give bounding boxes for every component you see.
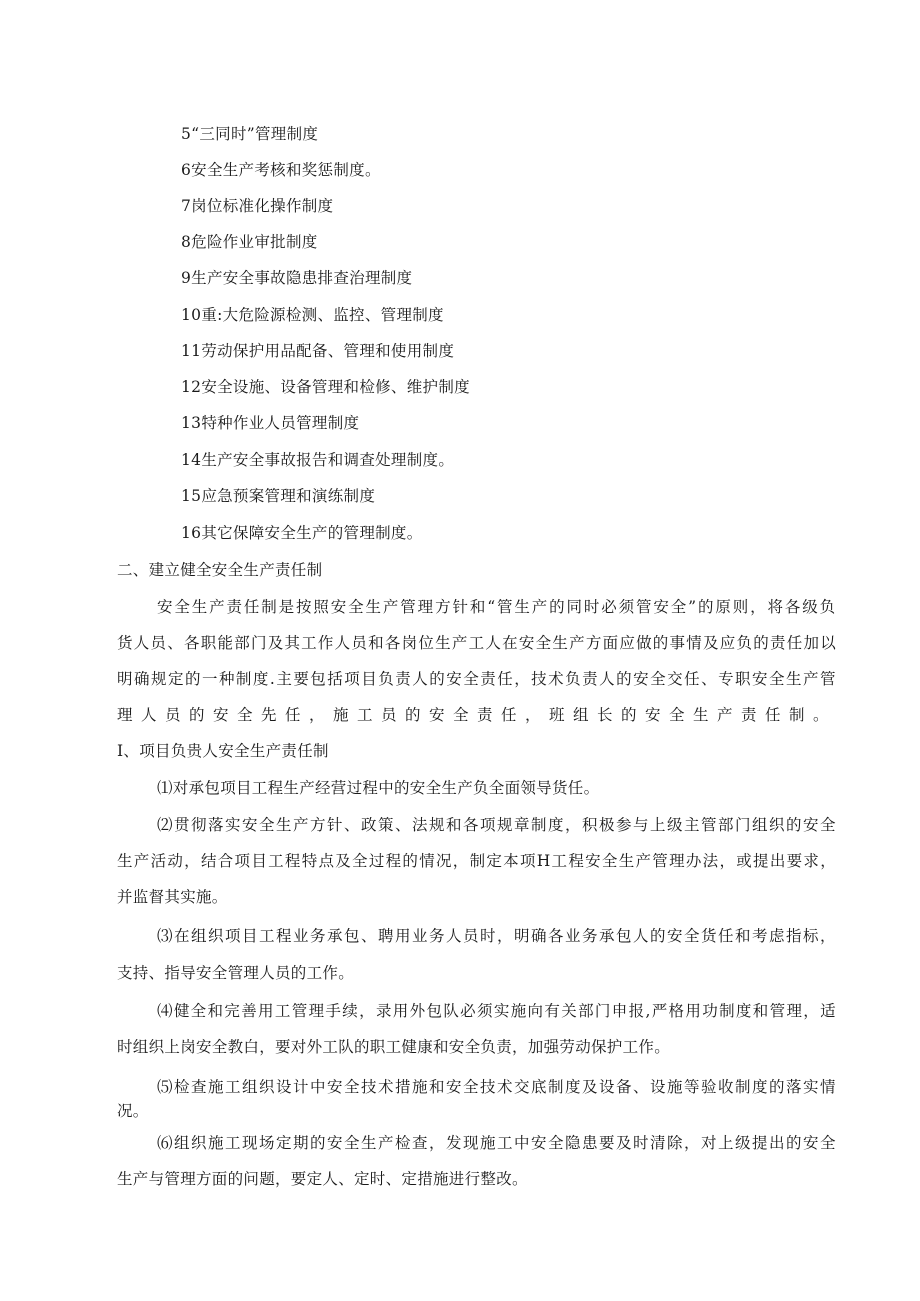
paragraph-line: 安全生产责任制是按照安全生产管理方针和“管生产的同时必须管安全”的原则，将各级负	[157, 598, 838, 616]
duty-item-5: ⑸检查施工组织设计中安全技术措施和安全技术交底制度及设备、设施等验收制度的落实情	[157, 1078, 838, 1096]
duty-item-6: ⑹组织施工现场定期的安全生产检查，发现施工中安全隐患要及时清除，对上级提出的安全	[157, 1134, 838, 1152]
duty-item-3: ⑶在组织项目工程业务承包、聘用业务人员时，明确各业务承包人的安全货任和考虑指标，	[157, 927, 838, 945]
duty-item-4-cont: 时组织上岗安全教白，要对外工队的职工健康和安全负责，加强劳动保护工作。	[117, 1038, 671, 1056]
subsection-heading: I、项目负贵人安全生产责任制	[117, 742, 329, 760]
rule-item-6: 6安全生产考核和奖惩制度。	[181, 161, 381, 179]
paragraph-line: 明确规定的一种制度.主要包括项目负责人的安全责任，技术负责人的安全交任、专职安全生产管	[117, 670, 837, 688]
rule-item-13: 13特种作业人员管理制度	[181, 414, 360, 432]
rule-item-11: 11劳动保护用品配备、管理和使用制度	[181, 342, 455, 360]
duty-item-3-cont: 支持、指导安全管理人员的工作。	[117, 964, 355, 982]
rule-item-9: 9生产安全事故隐患排查治理制度	[181, 269, 413, 287]
duty-item-2: ⑵贯彻落实安全生产方针、政策、法规和各项规章制度，积极参与上级主管部门组织的安全	[157, 816, 838, 834]
rule-item-7: 7岗位标准化操作制度	[181, 197, 334, 215]
rule-item-12: 12安全设施、设备管理和检修、维护制度	[181, 378, 470, 396]
rule-item-15: 15应急预案管理和演练制度	[181, 487, 376, 505]
paragraph-line: 货人员、各职能部门及其工作人员和各岗位生产工人在安全生产方面应做的事情及应负的责任加以	[117, 634, 837, 652]
duty-item-1: ⑴对承包项目工程生产经营过程中的安全生产负全面领导货任。	[157, 779, 600, 797]
rule-item-16: 16其它保障安全生产的管理制度。	[181, 524, 423, 542]
duty-item-5-cont: 况。	[117, 1102, 149, 1120]
paragraph-line: 理人员的安全先任，施工员的安全责任，班组长的安全生产责任制。	[117, 706, 837, 724]
section-heading: 二、建立健全安全生产责任制	[117, 561, 323, 579]
rule-item-5: 5“三同时”管理制度	[181, 125, 319, 143]
duty-item-2-cont: 并监督其实施。	[117, 888, 228, 906]
rule-item-14: 14生产安全事故报告和调查处理制度。	[181, 451, 455, 469]
rule-item-8: 8危险作业审批制度	[181, 233, 318, 251]
duty-item-6-cont: 生产与管理方面的问题，要定人、定时、定措施进行整改。	[117, 1170, 528, 1188]
duty-item-4: ⑷健全和完善用工管理手续，录用外包队必须实施向有关部门申报,严格用功制度和管理，适	[157, 1002, 837, 1020]
rule-item-10: 10重:大危险源检测、监控、管理制度	[181, 306, 444, 324]
duty-item-2-cont: 生产活动，结合项目工程特点及全过程的情况，制定本项H工程安全生产管理办法，或提出要求，	[117, 852, 837, 870]
